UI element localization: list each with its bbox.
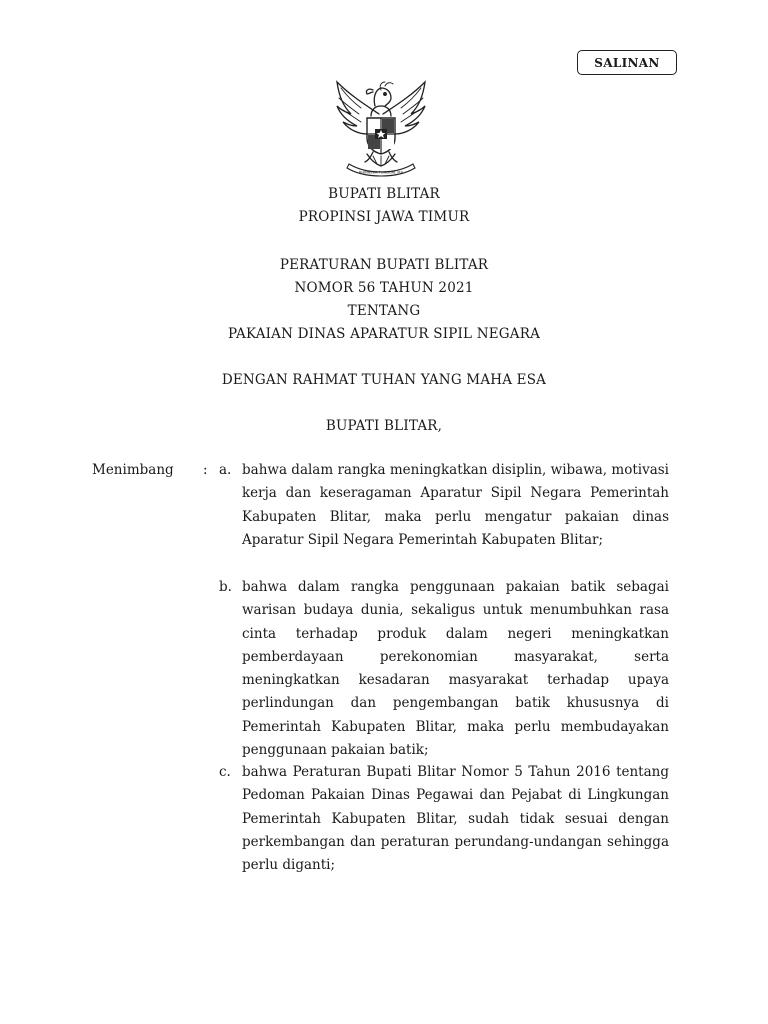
header-line1: BUPATI BLITAR — [328, 186, 440, 202]
item-a-letter: a. — [219, 462, 232, 478]
item-b-text: bahwa dalam rangka penggunaan pakaian batik sebagai warisan budaya dunia, sekaligus untuk menumbuhkan rasa cinta terhadap produk dalam negeri meningkatkan pemberdayaan perekonomian masyarakat, serta meningkatkan kesadaran masyarakat terhadap upaya perlindungan dan pengembangan batik khususnya di Pemerintah Kabupaten Blitar, maka perlu membudayakan penggunaan pakaian batik; — [242, 579, 669, 759]
item-c-text: bahwa Peraturan Bupati Blitar Nomor 5 Tahun 2016 tentang Pedoman Pakaian Dinas Pegawai dan Pejabat di Lingkungan Pemerintah Kabupaten Blitar, sudah tidak sesuai dengan perkembangan dan peraturan perundang-undangan sehingga perlu diganti; — [242, 764, 669, 874]
item-b-letter: b. — [219, 579, 232, 595]
regulation-about: TENTANG — [347, 303, 421, 319]
considering-label: Menimbang — [92, 462, 174, 478]
considering-colon: : — [203, 462, 208, 478]
regulation-number: NOMOR 56 TAHUN 2021 — [294, 280, 474, 296]
regulation-title: PERATURAN BUPATI BLITAR — [279, 257, 489, 273]
motto-text: BHINNEKA TUNGGAL IKA — [358, 170, 404, 175]
garuda-emblem-icon — [329, 76, 433, 180]
item-c-letter: c. — [219, 764, 231, 780]
salinan-stamp: SALINAN — [577, 50, 677, 75]
item-a-text: bahwa dalam rangka meningkatkan disiplin, wibawa, motivasi kerja dan keseragaman Aparatur Sipil Negara Pemerintah Kabupaten Blitar, maka perlu mengatur pakaian dinas Aparatur Sipil Negara Pemerintah Kabupaten Blitar; — [242, 462, 669, 548]
authority: BUPATI BLITAR, — [325, 418, 443, 434]
regulation-subject: PAKAIAN DINAS APARATUR SIPIL NEGARA — [227, 326, 541, 342]
invocation: DENGAN RAHMAT TUHAN YANG MAHA ESA — [221, 372, 547, 388]
header-line2: PROPINSI JAWA TIMUR — [298, 209, 470, 225]
